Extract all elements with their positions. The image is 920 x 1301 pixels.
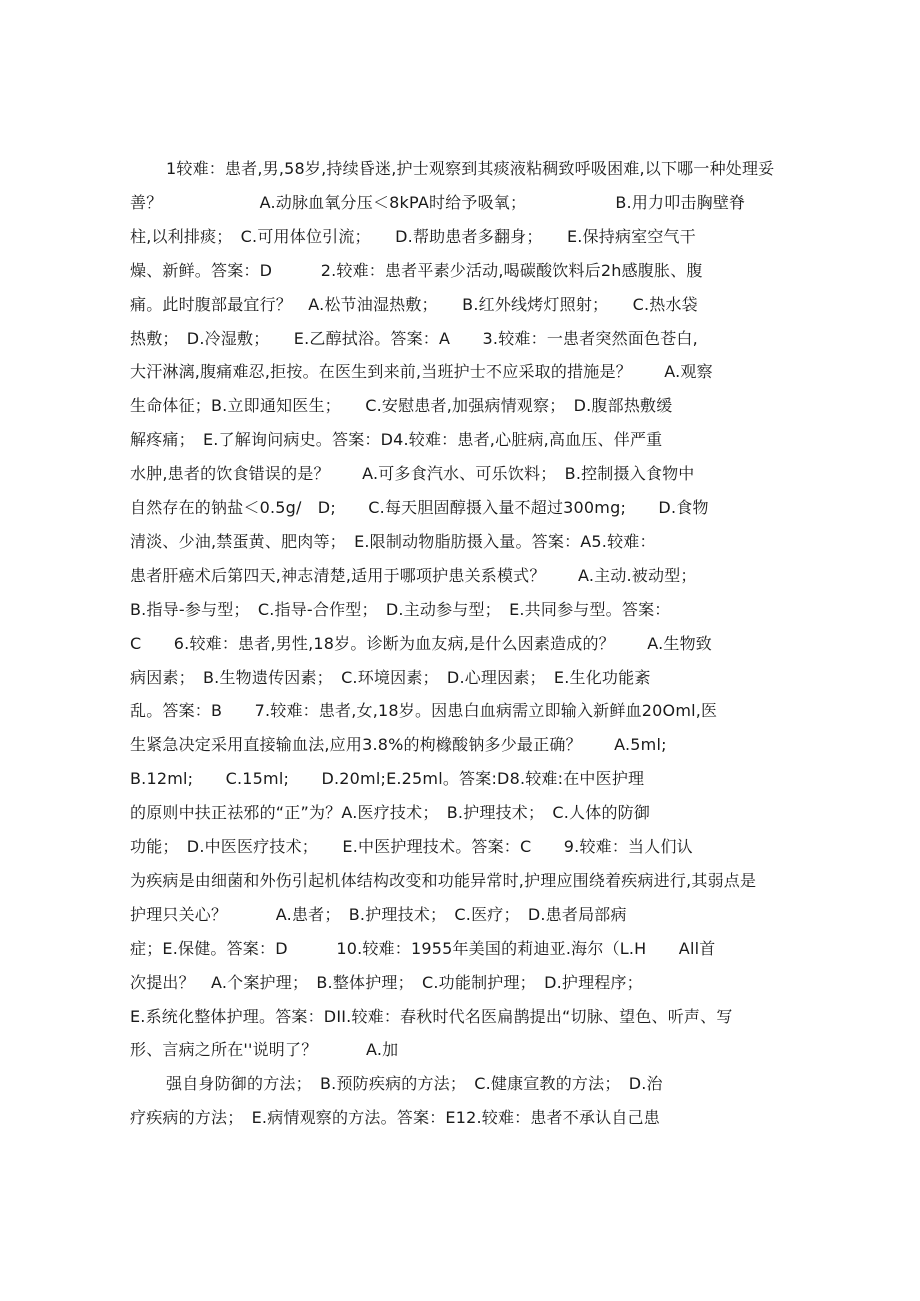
- text-line: B.12ml; C.15ml; D.20ml;E.25ml。答案:D8.较难:在中医护理: [130, 769, 645, 789]
- text-line: 水肿,患者的饮食错误的是？ A.可多食汽水、可乐饮料； B.控制摄入食物中: [130, 464, 695, 484]
- text-line: 热敷； D.冷湿敷； E.乙醇拭浴。答案：A 3.较难：一患者突然面色苍白,: [130, 328, 698, 348]
- text-line: 1较难：患者,男,58岁,持续昏迷,护士观察到其痰液粘稠致呼吸困难,以下哪一种处理妥: [166, 159, 775, 178]
- text-line: 强自身防御的方法； B.预防疾病的方法； C.健康宣教的方法； D.治: [166, 1074, 663, 1094]
- text-line: 生命体征；B.立即通知医生； C.安慰患者,加强病情观察； D.腹部热敷缓: [130, 396, 673, 416]
- text-line: 次提出？ A.个案护理； B.整体护理； C.功能制护理； D.护理程序；: [130, 972, 643, 992]
- text-line: 乱。答案：B 7.较难：患者,女,18岁。因患白血病需立即输入新鲜血20Oml,医: [130, 701, 718, 721]
- text-line: E.系统化整体护理。答案：DII.较难：春秋时代名医扁鹊提出“切脉、望色、听声、写: [130, 1006, 733, 1026]
- text-line: 患者肝癌术后第四天,神志清楚,适用于哪项护患关系模式？ A.主动.被动型；: [130, 565, 697, 585]
- text-line: 护理只关心？ A.患者； B.护理技术； C.医疗； D.患者局部病: [130, 904, 627, 924]
- text-line: 解疼痛； E.了解询问病史。答案：D4.较难：患者,心脏病,高血压、伴严重: [130, 430, 663, 450]
- text-line: 自然存在的钠盐＜0.5g∕ D; C.每天胆固醇摄入量不超过300mg; D.食物: [130, 498, 709, 517]
- text-line: 功能； D.中医医疗技术； E.中医护理技术。答案：C 9.较难：当人们认: [130, 837, 693, 856]
- text-line: 善？ A.动脉血氧分压＜8kPA时给予吸氧； B.用力叩击胸壁脊: [130, 192, 746, 212]
- text-line: 为疾病是由细菌和外伤引起机体结构改变和功能异常时,护理应围绕着疾病进行,其弱点是: [130, 870, 757, 890]
- text-line: 的原则中扶正祛邪的“正”为？A.医疗技术； B.护理技术； C.人体的防御: [130, 803, 651, 823]
- text-line: 生紧急决定采用直接输血法,应用3.8%的枸橼酸钠多少最正确？ A.5ml;: [130, 735, 667, 755]
- text-line: B.指导-参与型； C.指导-合作型； D.主动参与型； E.共同参与型。答案：: [130, 599, 671, 619]
- text-line: 清淡、少油,禁蛋黄、肥肉等； E.限制动物脂肪摄入量。答案：A5.较难：: [130, 531, 656, 551]
- text-line: C 6.较难：患者,男性,18岁。诊断为血友病,是什么因素造成的？ A.生物致: [130, 633, 713, 653]
- text-line: 病因素； B.生物遗传因素； C.环境因素； D.心理因素； E.生化功能紊: [130, 667, 651, 687]
- text-line: 痛。此时腹部最宜行？ A.松节油湿热敷； B.红外线烤灯照射； C.热水袋: [130, 294, 698, 314]
- text-line: 燥、新鲜。答案：D 2.较难：患者平素少活动,喝碳酸饮料后2h感腹胀、腹: [130, 260, 703, 280]
- text-line: 大汗淋漓,腹痛难忍,拒按。在医生到来前,当班护士不应采取的措施是？ A.观察: [130, 362, 713, 382]
- text-line: 柱,以利排痰； C.可用体位引流； D.帮助患者多翻身； E.保持病室空气干: [130, 226, 696, 246]
- text-line: 疗疾病的方法； E.病情观察的方法。答案：E12.较难：患者不承认自己患: [130, 1108, 660, 1128]
- text-line: 形、言病之所在''说明了？ A.加: [130, 1040, 399, 1060]
- text-line: 症；E.保健。答案：D 10.较难：1955年美国的莉迪亚.海尔（L.H All首: [130, 938, 716, 958]
